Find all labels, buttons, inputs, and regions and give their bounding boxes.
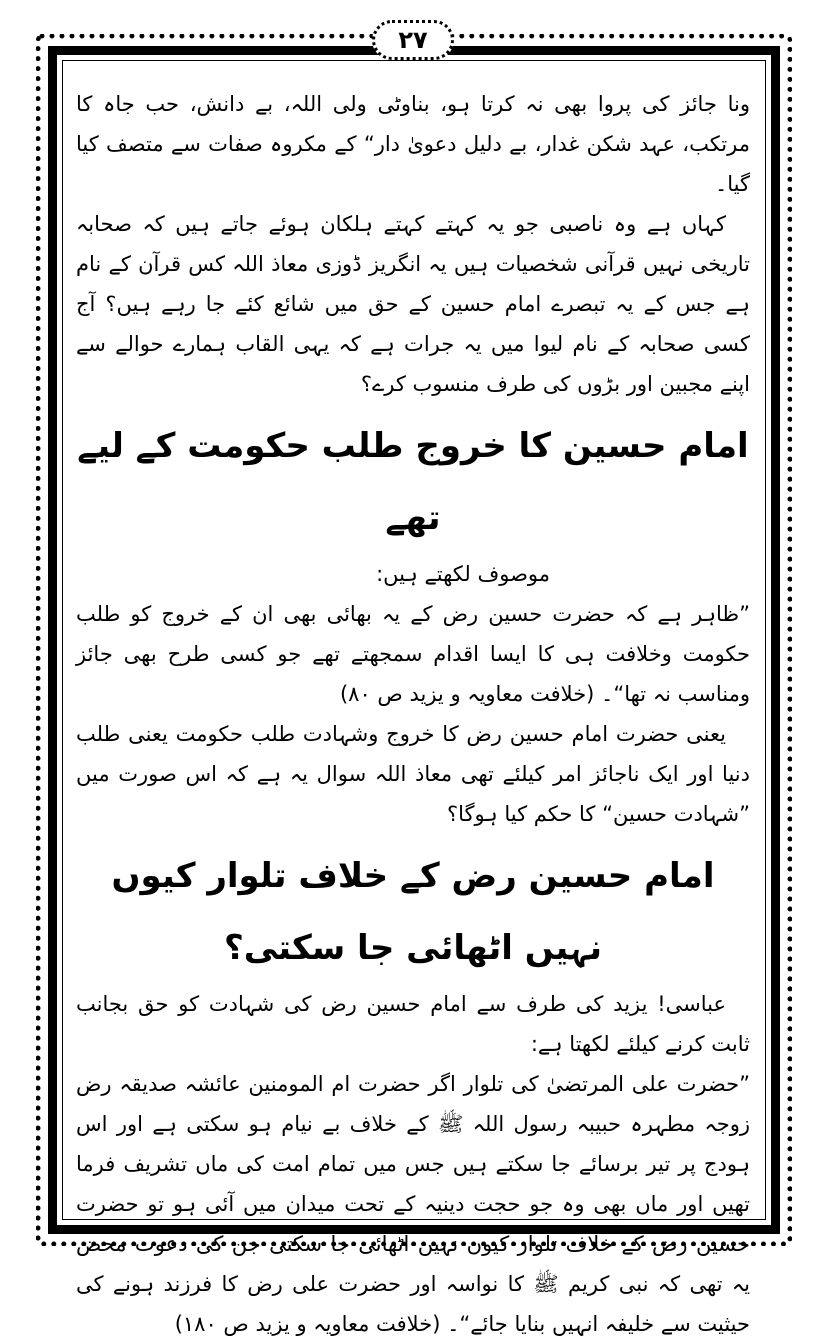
page-number-badge [372, 20, 454, 60]
paragraph-2: کہاں ہے وہ ناصبی جو یہ کہتے کہتے ہلکان ہوئے جاتے ہیں کہ صحابہ تاریخی نہیں قرآنی شخصیات ہیں یہ انگریز ڈوزی معاذ اللہ کس قرآن کے نام ہے جس کے یہ تبصرے امام حسین کے حق میں شائع کئے جا رہے ہیں؟ آج کسی صحابہ کے نام لیوا میں یہ جرات ہے کہ یہی القاب ہمارے حوالے سے اپنے مجبین اور بڑوں کی طرف منسوب کرے؟ [76, 212, 750, 396]
quote-1: ”ظاہر ہے کہ حضرت حسین رض کے یہ بھائی بھی ان کے خروج کو طلب حکومت وخلافت ہی کا ایسا اقدام سمجھتے تھے جو کسی طرح بھی جائز ومناسب نہ تھا“۔ (خلافت معاویہ و یزید ص ۸۰) [76, 602, 750, 706]
paragraph-4: عباسی! یزید کی طرف سے امام حسین رض کی شہادت کو حق بجانب ثابت کرنے کیلئے لکھتا ہے: [76, 992, 750, 1056]
heading-2: امام حسین رض کے خلاف تلوار کیوں نہیں اٹھائی جا سکتی؟ [111, 856, 715, 968]
subheading-1: موصوف لکھتے ہیں: [376, 562, 550, 586]
quote-2: ”حضرت علی المرتضیٰ کی تلوار اگر حضرت ام المومنین عائشہ صدیقہ رض زوجہ مطہرہ حبیبہ رسول اللہ ﷺ کے خلاف بے نیام ہو سکتی ہے اور اس ہودج پر تیر برسائے جا سکتے ہیں جس میں تمام امت کی ماں تشریف فرما تھیں اور ماں بھی وہ جو حجت دینیہ کے تحت میدان میں آئی ہو تو حضرت حسین رض کے خلاف تلوار کیوں نہیں اٹھائی جا سکتی جن کی دعوت محض یہ تھی کہ نبی کریم ﷺ کا نواسہ اور حضرت علی رض کا فرزند ہونے کی حیثیت سے خلیفہ انہیں بنایا جائے“۔ (خلافت معاویہ و یزید ص ۱۸۰) [76, 1072, 750, 1336]
heading-1: امام حسین کا خروج طلب حکومت کے لیے تھے [77, 426, 749, 538]
page-body [76, 84, 750, 1336]
page-number: ۲۷ [398, 26, 428, 54]
paragraph-1: ونا جائز کی پروا بھی نہ کرتا ہو، بناوٹی ولی اللہ، بے دانش، حب جاہ کا مرتکب، عہد شکن غدار، بے دلیل دعویٰ دار“ کے مکروہ صفات سے متصف کیا گیا۔ [76, 92, 750, 196]
paragraph-3: یعنی حضرت امام حسین رض کا خروج وشہادت طلب حکومت یعنی طلب دنیا اور ایک ناجائز امر کیلئے تھی معاذ اللہ سوال یہ ہے کہ اس صورت میں ”شہادت حسین“ کا حکم کیا ہوگا؟ [76, 722, 750, 826]
